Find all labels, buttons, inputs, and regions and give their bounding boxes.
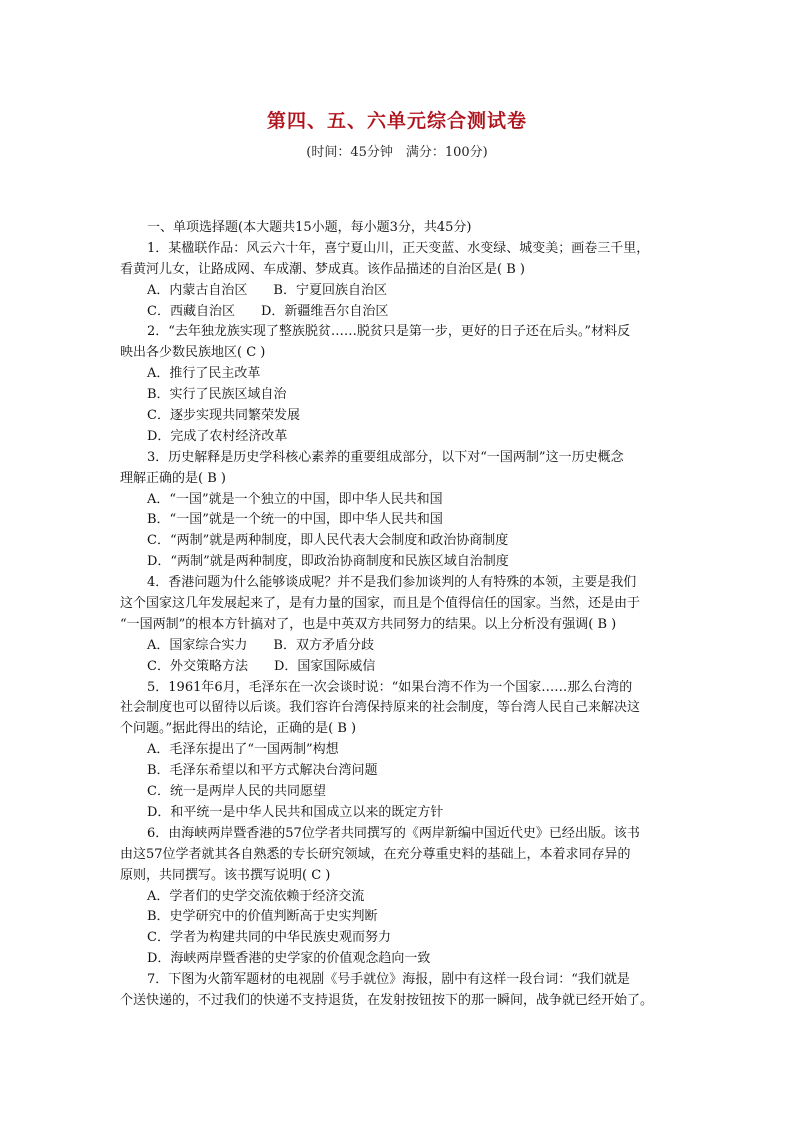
text-line: C．学者为构建共同的中华民族史观而努力 [147, 930, 391, 946]
text-line: D．和平统一是中华人民共和国成立以来的既定方针 [147, 804, 444, 820]
text-line: 这个国家这几年发展起来了，是有力量的国家，而且是个值得信任的国家。当然，还是由于 [120, 596, 641, 612]
text-line: 6．由海峡两岸暨香港的57位学者共同撰写的《两岸新编中国近代史》已经出版。该书 [147, 825, 640, 841]
exam-content [120, 218, 682, 1012]
text-line: C．统一是两岸人民的共同愿望 [147, 784, 326, 800]
exam-time-info: (时间：45分钟 满分：100分) [306, 145, 488, 160]
text-line: 社会制度也可以留待以后谈。我们容许台湾保持原来的社会制度，等台湾人民自己来解决这 [120, 700, 641, 716]
text-line: B．毛泽东希望以和平方式解决台湾问题 [147, 763, 378, 779]
text-line: 3．历史解释是历史学科核心素养的重要组成部分，以下对“一国两制”这一历史概念 [147, 449, 624, 465]
text-line: 由这57位学者就其各自熟悉的专长研究领域，在充分尊重史料的基础上，本着求同存异的 [120, 846, 631, 862]
text-line: 一、单项选择题(本大题共15小题，每小题3分，共45分) [147, 220, 472, 235]
text-line: 个送快递的，不过我们的快递不支持退货，在发射按钮按下的那一瞬间，战争就已经开始了。 [120, 992, 654, 1008]
text-line: 1．某楹联作品：风云六十年，喜宁夏山川，正天变蓝、水变绿、城变美；画卷三千里， [147, 240, 650, 256]
text-line: 4．香港问题为什么能够谈成呢？并不是我们参加谈判的人有特殊的本领，主要是我们 [147, 575, 637, 591]
text-line: 原则，共同撰写。该书撰写说明( C ) [120, 867, 331, 883]
text-line: C．“两制”就是两种制度，即人民代表大会制度和政治协商制度 [147, 533, 509, 549]
text-line: 5．1961年6月，毛泽东在一次会谈时说：“如果台湾不作为一个国家……那么台湾的 [147, 679, 633, 695]
text-line: C．西藏自治区 D．新疆维吾尔自治区 [147, 303, 389, 319]
text-line: B．史学研究中的价值判断高于史实判断 [147, 909, 378, 925]
text-line: D．完成了农村经济改革 [147, 428, 288, 444]
text-line: B．“一国”就是一个统一的中国，即中华人民共和国 [147, 512, 443, 528]
text-line: B．实行了民族区域自治 [147, 387, 287, 403]
text-line: A．毛泽东提出了“一国两制”构想 [147, 742, 339, 758]
page-title: 第四、五、六单元综合测试卷 [266, 110, 527, 132]
text-line: 映出各少数民族地区( C ) [120, 345, 266, 361]
text-line: A．国家综合实力 B．双方矛盾分歧 [147, 637, 374, 653]
text-line: A．内蒙古自治区 B．宁夏回族自治区 [147, 282, 387, 298]
text-line: D．海峡两岸暨香港的史学家的价值观念趋向一致 [147, 951, 431, 967]
text-line: 2．“去年独龙族实现了整族脱贫……脱贫只是第一步，更好的日子还在后头。”材料反 [147, 324, 631, 340]
text-line: A．推行了民主改革 [147, 366, 261, 382]
text-line: C．逐步实现共同繁荣发展 [147, 408, 300, 424]
text-line: A．学者们的史学交流依赖于经济交流 [147, 888, 365, 904]
text-line: 个问题。”据此得出的结论，正确的是( B ) [120, 721, 357, 737]
text-line: 7．下图为火箭军题材的电视剧《号手就位》海报，剧中有这样一段台词：“我们就是 [147, 972, 630, 988]
text-line: 看黄河儿女，让路成网、车成潮、梦成真。该作品描述的自治区是( B ) [120, 261, 525, 277]
text-line: D．“两制”就是两种制度，即政治协商制度和民族区域自治制度 [147, 554, 509, 570]
text-line: “一国两制”的根本方针搞对了，也是中英双方共同努力的结果。以上分析没有强调( B ) [120, 616, 617, 632]
text-line: C．外交策略方法 D．国家国际威信 [147, 658, 376, 674]
text-line: 理解正确的是( B ) [120, 470, 226, 486]
text-line: A．“一国”就是一个独立的中国，即中华人民共和国 [147, 491, 443, 507]
